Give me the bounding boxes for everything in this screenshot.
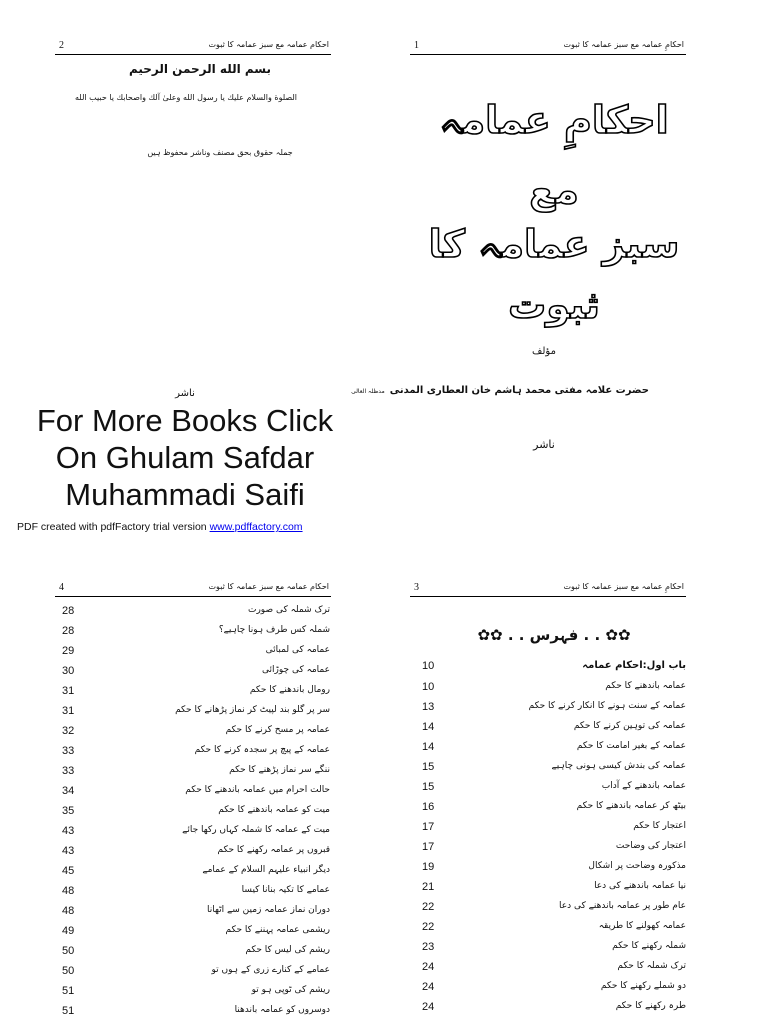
toc-title: حالت احرام میں عمامہ باندھنے کا حکم <box>185 785 330 795</box>
header-title: احکامِ عمامہ مع سبز عمامہ کا ثبوت <box>563 40 684 49</box>
toc-title: شملہ کس طرف ہونا چاہیے؟ <box>218 625 330 635</box>
toc-title: عمامہ کے پیچ پر سجدہ کرنے کا حکم <box>194 745 330 755</box>
toc-row[interactable] <box>60 765 330 783</box>
toc-page: 48 <box>62 905 75 917</box>
toc-row[interactable] <box>420 901 686 919</box>
toc-title: عمامہ باندھنے کا حکم <box>605 681 686 691</box>
toc-row[interactable] <box>420 681 686 699</box>
toc-page: 22 <box>422 921 435 933</box>
toc-page: 19 <box>422 861 435 873</box>
toc-title: قبروں پر عمامہ رکھنے کا حکم <box>217 845 330 855</box>
toc-page: 31 <box>62 705 75 717</box>
toc-row[interactable] <box>420 821 686 839</box>
page-3 <box>384 560 768 1024</box>
toc-title: عمامہ کی بندش کیسی ہونی چاہیے <box>551 761 686 771</box>
author-label: مؤلف <box>532 346 556 357</box>
toc-section-title: باب اول:احکام عمامہ <box>582 660 686 671</box>
toc-title: عمامہ باندھنے کے آداب <box>601 781 686 791</box>
toc-row[interactable] <box>60 705 330 723</box>
toc-row[interactable] <box>420 841 686 859</box>
toc-page: 33 <box>62 765 75 777</box>
toc-page: 43 <box>62 825 75 837</box>
header-title: احکام عمامہ مع سبز عمامہ کا ثبوت <box>208 40 329 49</box>
toc-row[interactable] <box>60 1005 330 1023</box>
toc-page: 50 <box>62 965 75 977</box>
toc-row[interactable] <box>420 761 686 779</box>
toc-title: اعتجار کی وضاحت <box>615 841 686 851</box>
toc-title: ترک شملہ کا حکم <box>617 961 686 971</box>
toc-page: 23 <box>422 941 435 953</box>
toc-page: 31 <box>62 685 75 697</box>
toc-page: 43 <box>62 845 75 857</box>
toc-page: 32 <box>62 725 75 737</box>
toc-title: عمامے کا تکیہ بنانا کیسا <box>241 885 330 895</box>
toc-page: 14 <box>422 741 435 753</box>
toc-page: 28 <box>62 625 75 637</box>
toc-row[interactable] <box>420 781 686 799</box>
toc-row[interactable] <box>60 805 330 823</box>
cover-title-line: سبز عمامہ کا <box>428 222 680 266</box>
toc-row[interactable] <box>60 625 330 643</box>
toc-title: دوران نماز عمامہ زمین سے اٹھانا <box>206 905 330 915</box>
salutation: الصلوة والسلام عليك يا رسول الله وعلىٰ آلك واصحابك يا حبيب الله <box>75 93 297 102</box>
toc-page: 15 <box>422 761 435 773</box>
toc-title: عمامہ کے بغیر امامت کا حکم <box>576 741 686 751</box>
toc-title: دو شملے رکھنے کا حکم <box>600 981 686 991</box>
toc-title: ترک شملہ کی صورت <box>247 605 330 615</box>
toc-row[interactable] <box>420 921 686 939</box>
promo-line: On Ghulam Safdar <box>55 440 315 475</box>
toc-page: 10 <box>422 681 435 693</box>
toc-title: ننگے سر نماز پڑھنے کا حکم <box>229 765 330 775</box>
toc-title: بیٹھ کر عمامہ باندھنے کا حکم <box>576 801 686 811</box>
toc-row[interactable] <box>420 941 686 959</box>
rights-notice: جملہ حقوق بحق مصنف وناشر محفوظ ہیں <box>147 148 293 157</box>
toc-heading: ✿✿ . . فہرس . . ✿✿ <box>477 626 631 644</box>
toc-page: 16 <box>422 801 435 813</box>
toc-page: 30 <box>62 665 75 677</box>
toc-section-row[interactable] <box>420 660 686 678</box>
toc-page: 29 <box>62 645 75 657</box>
toc-page: 10 <box>422 660 435 672</box>
toc-page: 21 <box>422 881 435 893</box>
toc-title: میت کو عمامہ باندھنے کا حکم <box>218 805 330 815</box>
toc-row[interactable] <box>420 881 686 899</box>
page-1 <box>351 0 768 540</box>
toc-title: میت کے عمامہ کا شملہ کہاں رکھا جائے <box>182 825 330 835</box>
page-header <box>55 580 331 597</box>
toc-title: عمامہ کے سنت ہونے کا انکار کرنے کا حکم <box>528 701 686 711</box>
toc-row[interactable] <box>60 645 330 663</box>
toc-title: سر پر گلو بند لپیٹ کر نماز پڑھانے کا حکم <box>175 705 330 715</box>
toc-page: 24 <box>422 1001 435 1013</box>
toc-title: نیا عمامہ باندھنے کی دعا <box>594 881 686 891</box>
toc-page: 28 <box>62 605 75 617</box>
toc-title: شملہ رکھنے کا حکم <box>612 941 686 951</box>
cover-title-line: ثبوت <box>508 283 600 327</box>
toc-page: 50 <box>62 945 75 957</box>
bismillah: بسم الله الرحمن الرحيم <box>128 62 272 76</box>
toc-row[interactable] <box>420 701 686 719</box>
toc-title: عمامہ پر مسح کرنے کا حکم <box>225 725 330 735</box>
toc-row[interactable] <box>60 925 330 943</box>
toc-row[interactable] <box>420 1001 686 1019</box>
page-number: 4 <box>59 582 64 593</box>
toc-row[interactable] <box>60 685 330 703</box>
publisher-label: ناشر <box>533 438 555 451</box>
toc-title: عمامہ کھولنے کا طریقہ <box>598 921 686 931</box>
toc-title: عمامہ کی توہین کرنے کا حکم <box>573 721 686 731</box>
toc-page: 24 <box>422 981 435 993</box>
toc-page: 14 <box>422 721 435 733</box>
toc-row[interactable] <box>60 785 330 803</box>
toc-title: عام طور پر عمامہ باندھنے کی دعا <box>558 901 686 911</box>
toc-title: ریشم کی لیس کا حکم <box>245 945 330 955</box>
author-name <box>351 378 649 397</box>
toc-page: 17 <box>422 821 435 833</box>
toc-page: 15 <box>422 781 435 793</box>
page-header <box>55 38 331 55</box>
toc-row[interactable] <box>420 801 686 819</box>
cover-title-line: مع <box>529 168 579 212</box>
toc-row[interactable] <box>420 981 686 999</box>
toc-row[interactable] <box>420 961 686 979</box>
toc-row[interactable] <box>60 665 330 683</box>
toc-page: 24 <box>422 961 435 973</box>
promo-line: For More Books Click <box>36 403 334 438</box>
toc-row[interactable] <box>60 885 330 903</box>
promo-line: Muhammadi Saifi <box>65 477 305 512</box>
toc-title: ریشمی عمامہ پہننے کا حکم <box>225 925 330 935</box>
toc-row[interactable] <box>60 965 330 983</box>
toc-title: عمامہ کی لمبائی <box>265 645 330 655</box>
page-4 <box>0 560 384 1024</box>
toc-title: عمامہ کی چوڑائی <box>262 665 330 675</box>
toc-row[interactable] <box>60 985 330 1003</box>
author-suffix: مدظلہ العالی <box>351 388 385 395</box>
toc-row[interactable] <box>60 605 330 623</box>
toc-title: عمامے کے کنارے زری کے ہوں تو <box>211 965 330 975</box>
toc-page: 51 <box>62 985 75 997</box>
pdf-note-text: PDF created with pdfFactory trial version <box>17 521 207 533</box>
toc-page: 45 <box>62 865 75 877</box>
page-header <box>410 38 686 55</box>
toc-page: 34 <box>62 785 75 797</box>
page-number: 1 <box>414 40 419 51</box>
page-2 <box>0 0 384 540</box>
page-number: 2 <box>59 40 64 51</box>
toc-title: دوسروں کو عمامہ باندھنا <box>234 1005 330 1015</box>
page-number: 3 <box>414 582 419 593</box>
toc-title: طرہ رکھنے کا حکم <box>615 1001 686 1011</box>
toc-page: 33 <box>62 745 75 757</box>
cover-title-line: احکامِ عمامہ <box>439 98 669 142</box>
author-name-text: حضرت علامہ مفتی محمد ہاشم خان العطاری المدنی <box>389 385 649 396</box>
toc-title: دیگر انبیاء علیہم السلام کے عمامے <box>202 865 330 875</box>
toc-row[interactable] <box>60 725 330 743</box>
toc-page: 13 <box>422 701 435 713</box>
toc-page: 17 <box>422 841 435 853</box>
header-title: احکام عمامہ مع سبز عمامہ کا ثبوت <box>208 582 329 591</box>
toc-page: 22 <box>422 901 435 913</box>
pdffactory-link[interactable]: www.pdffactory.com <box>209 521 303 533</box>
header-title: احکامِ عمامہ مع سبز عمامہ کا ثبوت <box>563 582 684 591</box>
toc-page: 51 <box>62 1005 75 1017</box>
toc-page: 35 <box>62 805 75 817</box>
toc-row[interactable] <box>60 865 330 883</box>
toc-title: اعتجار کا حکم <box>633 821 686 831</box>
page-header <box>410 580 686 597</box>
toc-title: ریشم کی ٹوپی ہو تو <box>251 985 330 995</box>
toc-row[interactable] <box>60 945 330 963</box>
toc-row[interactable] <box>60 825 330 843</box>
toc-row[interactable] <box>60 745 330 763</box>
toc-row[interactable] <box>420 721 686 739</box>
toc-row[interactable] <box>420 861 686 879</box>
toc-title: رومال باندھنے کا حکم <box>249 685 330 695</box>
promo-link[interactable] <box>0 402 370 513</box>
toc-title: مذکورہ وضاحت پر اشکال <box>588 861 686 871</box>
pdf-note <box>17 521 303 533</box>
toc-row[interactable] <box>60 905 330 923</box>
toc-page: 49 <box>62 925 75 937</box>
publisher-label: ناشر <box>175 388 195 399</box>
toc-row[interactable] <box>420 741 686 759</box>
toc-row[interactable] <box>60 845 330 863</box>
toc-page: 48 <box>62 885 75 897</box>
